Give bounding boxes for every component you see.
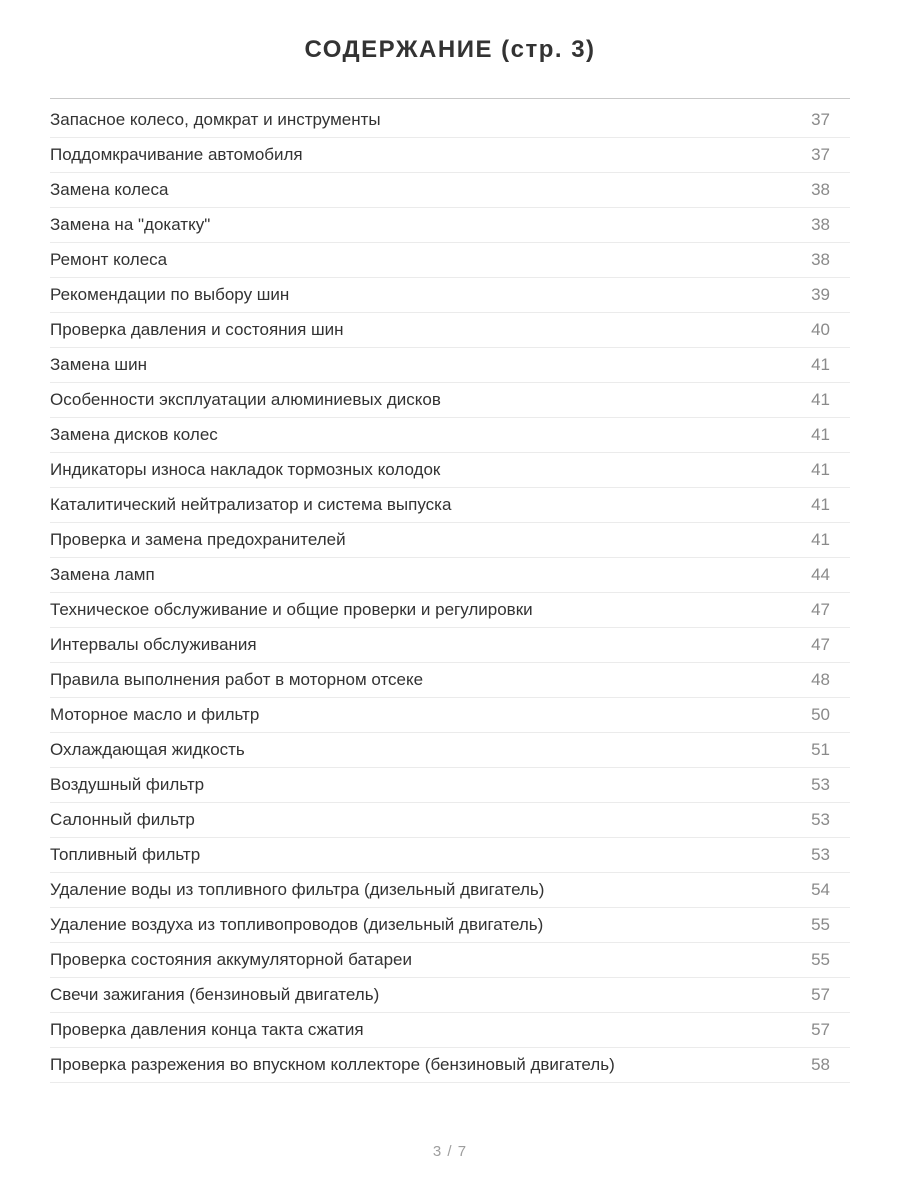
toc-entry-page-number: 58 — [811, 1054, 830, 1074]
toc-entry-label: Каталитический нейтрализатор и система выпуска — [50, 494, 452, 514]
toc-entry-label: Охлаждающая жидкость — [50, 739, 245, 759]
toc-entry-label: Замена колеса — [50, 179, 169, 199]
title-divider — [50, 98, 850, 99]
toc-entry-label: Ремонт колеса — [50, 249, 168, 269]
toc-entry[interactable] — [50, 698, 850, 733]
toc-entry-page-number: 47 — [811, 634, 830, 654]
toc-entry-page-number: 41 — [811, 389, 830, 409]
toc-entry[interactable] — [50, 313, 850, 348]
toc-entry-label: Замена шин — [50, 354, 147, 374]
toc-entry[interactable] — [50, 208, 850, 243]
toc-entry-page-number: 44 — [811, 564, 830, 584]
toc-entry-label: Запасное колесо, домкрат и инструменты — [50, 109, 381, 129]
toc-entry-label: Правила выполнения работ в моторном отсеке — [50, 669, 424, 689]
toc-entry-page-number: 37 — [811, 144, 830, 164]
toc-entry-label: Удаление воды из топливного фильтра (дизельный двигатель) — [50, 879, 545, 899]
toc-entry-page-number: 48 — [811, 669, 830, 689]
toc-entry-page-number: 55 — [811, 949, 830, 969]
toc-entry[interactable] — [50, 908, 850, 943]
toc-entry[interactable] — [50, 243, 850, 278]
toc-entry-page-number: 41 — [811, 354, 830, 374]
toc-entry-page-number: 41 — [811, 459, 830, 479]
toc-entry-label: Поддомкрачивание автомобиля — [50, 144, 303, 164]
toc-list — [50, 103, 850, 1083]
toc-entry-page-number: 53 — [811, 809, 830, 829]
toc-entry-page-number: 38 — [811, 249, 830, 269]
toc-entry-page-number: 37 — [811, 109, 830, 129]
toc-entry[interactable] — [50, 663, 850, 698]
toc-entry-page-number: 57 — [811, 1019, 830, 1039]
toc-entry-label: Замена ламп — [50, 564, 155, 584]
toc-entry[interactable] — [50, 593, 850, 628]
toc-entry-label: Проверка разрежения во впускном коллекторе (бензиновый двигатель) — [50, 1054, 615, 1074]
toc-entry-label: Проверка и замена предохранителей — [50, 529, 346, 549]
toc-entry-page-number: 38 — [811, 179, 830, 199]
toc-entry[interactable] — [50, 138, 850, 173]
toc-entry[interactable] — [50, 1048, 850, 1083]
toc-entry[interactable] — [50, 523, 850, 558]
toc-entry[interactable] — [50, 733, 850, 768]
toc-entry-page-number: 53 — [811, 844, 830, 864]
toc-entry-label: Топливный фильтр — [50, 844, 201, 864]
toc-entry-label: Замена дисков колес — [50, 424, 218, 444]
toc-entry-page-number: 38 — [811, 214, 830, 234]
toc-entry[interactable] — [50, 838, 850, 873]
toc-entry-label: Моторное масло и фильтр — [50, 704, 260, 724]
toc-entry-label: Проверка давления и состояния шин — [50, 319, 344, 339]
toc-entry-page-number: 41 — [811, 424, 830, 444]
toc-entry-page-number: 41 — [811, 494, 830, 514]
toc-page — [50, 0, 850, 1200]
toc-entry-label: Проверка состояния аккумуляторной батареи — [50, 949, 412, 969]
toc-entry[interactable] — [50, 978, 850, 1013]
toc-entry[interactable] — [50, 1013, 850, 1048]
toc-entry[interactable] — [50, 558, 850, 593]
toc-entry-page-number: 47 — [811, 599, 830, 619]
toc-entry-label: Интервалы обслуживания — [50, 634, 257, 654]
toc-entry[interactable] — [50, 383, 850, 418]
toc-entry-label: Салонный фильтр — [50, 809, 195, 829]
toc-entry-page-number: 54 — [811, 879, 830, 899]
toc-entry-label: Рекомендации по выбору шин — [50, 284, 290, 304]
toc-entry-label: Воздушный фильтр — [50, 774, 205, 794]
page-indicator: 3 / 7 — [432, 1143, 468, 1160]
toc-entry-label: Техническое обслуживание и общие проверки и регулировки — [50, 599, 533, 619]
toc-entry-label: Проверка давления конца такта сжатия — [50, 1019, 364, 1039]
toc-entry[interactable] — [50, 943, 850, 978]
toc-entry[interactable] — [50, 278, 850, 313]
toc-entry-page-number: 39 — [811, 284, 830, 304]
toc-entry[interactable] — [50, 488, 850, 523]
toc-entry[interactable] — [50, 873, 850, 908]
toc-entry-page-number: 50 — [811, 704, 830, 724]
toc-entry[interactable] — [50, 453, 850, 488]
toc-entry-page-number: 51 — [811, 739, 830, 759]
toc-entry-page-number: 40 — [811, 319, 830, 339]
toc-entry[interactable] — [50, 628, 850, 663]
toc-entry-label: Особенности эксплуатации алюминиевых дисков — [50, 389, 441, 409]
toc-entry-label: Индикаторы износа накладок тормозных колодок — [50, 459, 441, 479]
toc-entry[interactable] — [50, 768, 850, 803]
toc-entry[interactable] — [50, 173, 850, 208]
toc-entry-page-number: 55 — [811, 914, 830, 934]
toc-entry-label: Замена на "докатку" — [50, 214, 211, 234]
toc-entry[interactable] — [50, 348, 850, 383]
toc-entry[interactable] — [50, 803, 850, 838]
toc-entry-label: Свечи зажигания (бензиновый двигатель) — [50, 984, 380, 1004]
toc-entry-page-number: 57 — [811, 984, 830, 1004]
toc-entry[interactable] — [50, 418, 850, 453]
toc-entry-page-number: 41 — [811, 529, 830, 549]
toc-entry-label: Удаление воздуха из топливопроводов (дизельный двигатель) — [50, 914, 544, 934]
page-title: СОДЕРЖАНИЕ (стр. 3) — [304, 36, 596, 63]
toc-entry[interactable] — [50, 103, 850, 138]
toc-entry-page-number: 53 — [811, 774, 830, 794]
